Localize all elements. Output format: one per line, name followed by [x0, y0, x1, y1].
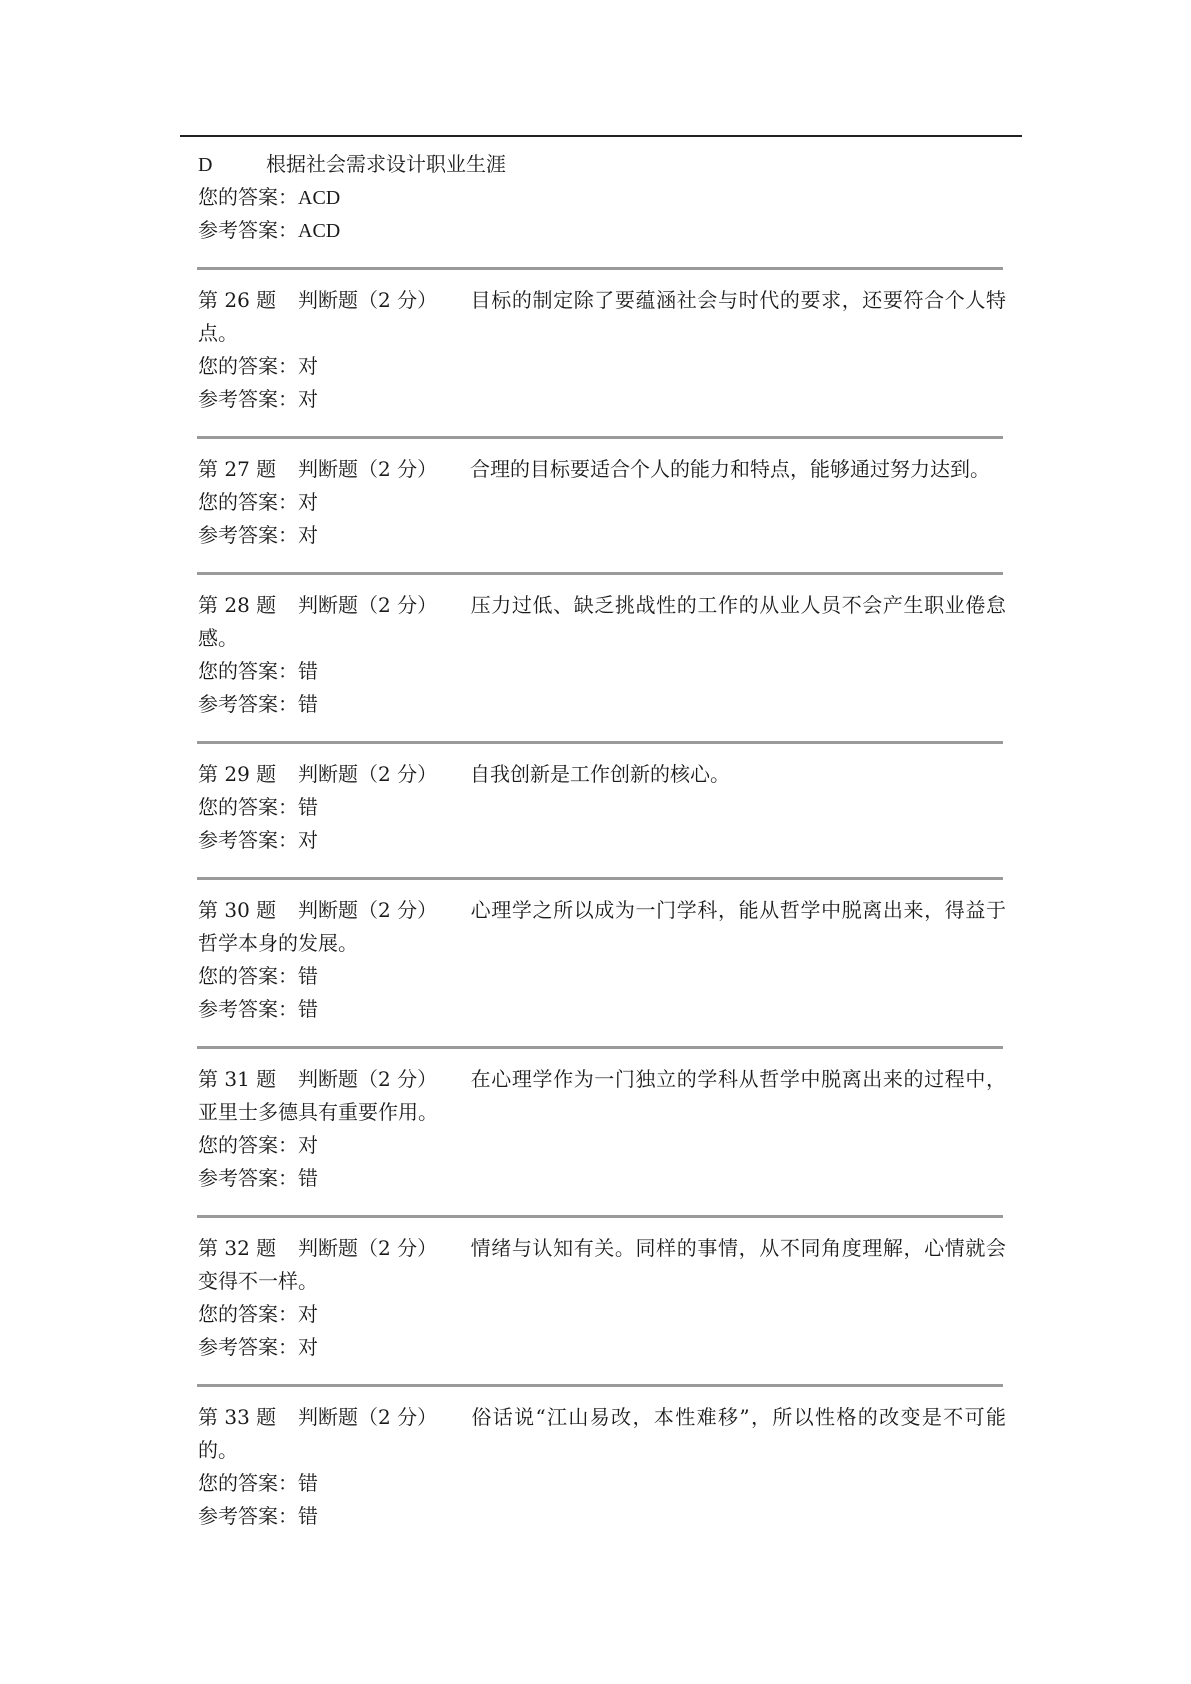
question-31: [198, 1063, 1006, 1195]
reference-answer-line: [198, 1331, 1006, 1364]
your-answer-line: [198, 181, 1006, 214]
question-header: [198, 894, 1006, 960]
your-answer-line: [198, 791, 1006, 824]
your-answer-line: [198, 960, 1006, 993]
reference-answer-value: 对: [298, 828, 318, 852]
question-number: 第 32 题: [198, 1236, 277, 1260]
your-answer-label: 您的答案：: [198, 659, 298, 683]
reference-answer-line: [198, 383, 1006, 416]
your-answer-line: [198, 1467, 1006, 1500]
question-divider: [197, 572, 1003, 575]
your-answer-value: 对: [298, 490, 318, 514]
question-text: 情绪与认知有关。同样的事情，从不同角度理解，心情就会变得不一样。: [198, 1236, 1006, 1293]
reference-answer-value: 错: [298, 997, 318, 1021]
your-answer-label: 您的答案：: [198, 1302, 298, 1326]
your-answer-value: 对: [298, 1302, 318, 1326]
question-27: [198, 453, 1006, 552]
reference-answer-value: 对: [298, 387, 318, 411]
question-28: [198, 589, 1006, 721]
reference-answer-value: ACD: [298, 220, 341, 242]
question-divider: [197, 1384, 1003, 1387]
reference-answer-label: 参考答案：: [198, 828, 298, 852]
question-number: 第 28 题: [198, 593, 277, 617]
reference-answer-line: [198, 519, 1006, 552]
reference-answer-label: 参考答案：: [198, 1504, 298, 1528]
your-answer-value: 错: [298, 964, 318, 988]
question-header: [198, 1063, 1006, 1129]
question-number: 第 33 题: [198, 1405, 277, 1429]
reference-answer-line: [198, 993, 1006, 1026]
reference-answer-label: 参考答案：: [198, 692, 298, 716]
question-text: 合理的目标要适合个人的能力和特点，能够通过努力达到。: [470, 457, 990, 481]
question-type: 判断题（2 分）: [298, 593, 438, 617]
question-divider: [197, 436, 1003, 439]
question-text: 在心理学作为一门独立的学科从哲学中脱离出来的过程中，亚里士多德具有重要作用。: [198, 1067, 1006, 1124]
option-letter: D: [198, 154, 213, 176]
your-answer-value: 对: [298, 354, 318, 378]
question-text: 压力过低、缺乏挑战性的工作的从业人员不会产生职业倦怠感。: [198, 593, 1006, 650]
your-answer-value: ACD: [298, 187, 341, 209]
question-header: [198, 453, 1006, 486]
reference-answer-value: 错: [298, 692, 318, 716]
your-answer-label: 您的答案：: [198, 795, 298, 819]
header-rule: [180, 135, 1022, 137]
question-text: 心理学之所以成为一门学科，能从哲学中脱离出来，得益于哲学本身的发展。: [198, 898, 1006, 955]
document-content: [198, 148, 1006, 1533]
your-answer-line: [198, 350, 1006, 383]
question-type: 判断题（2 分）: [298, 457, 438, 481]
question-number: 第 27 题: [198, 457, 277, 481]
reference-answer-label: 参考答案：: [198, 1166, 298, 1190]
question-header: [198, 284, 1006, 350]
your-answer-label: 您的答案：: [198, 964, 298, 988]
question-text: 自我创新是工作创新的核心。: [470, 762, 730, 786]
reference-answer-label: 参考答案：: [198, 218, 298, 242]
question-divider: [197, 877, 1003, 880]
question-header: [198, 758, 1006, 791]
your-answer-line: [198, 486, 1006, 519]
question-text: 俗话说“江山易改，本性难移”，所以性格的改变是不可能的。: [198, 1405, 1006, 1462]
reference-answer-label: 参考答案：: [198, 997, 298, 1021]
reference-answer-label: 参考答案：: [198, 1335, 298, 1359]
reference-answer-label: 参考答案：: [198, 387, 298, 411]
reference-answer-line: [198, 688, 1006, 721]
question-number: 第 30 题: [198, 898, 277, 922]
your-answer-line: [198, 655, 1006, 688]
your-answer-label: 您的答案：: [198, 490, 298, 514]
question-number: 第 26 题: [198, 288, 277, 312]
question-type: 判断题（2 分）: [298, 1405, 438, 1429]
question-type: 判断题（2 分）: [298, 1067, 438, 1091]
question-type: 判断题（2 分）: [298, 288, 438, 312]
reference-answer-line: [198, 1162, 1006, 1195]
your-answer-label: 您的答案：: [198, 354, 298, 378]
reference-answer-line: [198, 824, 1006, 857]
question-header: [198, 589, 1006, 655]
reference-answer-line: [198, 214, 1006, 247]
reference-answer-value: 错: [298, 1504, 318, 1528]
your-answer-value: 错: [298, 1471, 318, 1495]
reference-answer-label: 参考答案：: [198, 523, 298, 547]
question-29: [198, 758, 1006, 857]
question-type: 判断题（2 分）: [298, 898, 438, 922]
question-text: 目标的制定除了要蕴涵社会与时代的要求，还要符合个人特点。: [198, 288, 1006, 345]
question-header: [198, 1232, 1006, 1298]
question-header: [198, 1401, 1006, 1467]
reference-answer-value: 对: [298, 523, 318, 547]
question-number: 第 31 题: [198, 1067, 277, 1091]
question-divider: [197, 1215, 1003, 1218]
your-answer-label: 您的答案：: [198, 1471, 298, 1495]
your-answer-label: 您的答案：: [198, 185, 298, 209]
question-divider: [197, 741, 1003, 744]
question-26: [198, 284, 1006, 416]
reference-answer-line: [198, 1500, 1006, 1533]
reference-answer-value: 错: [298, 1166, 318, 1190]
question-type: 判断题（2 分）: [298, 762, 438, 786]
your-answer-value: 错: [298, 795, 318, 819]
your-answer-value: 对: [298, 1133, 318, 1157]
your-answer-value: 错: [298, 659, 318, 683]
reference-answer-value: 对: [298, 1335, 318, 1359]
question-33: [198, 1401, 1006, 1533]
your-answer-line: [198, 1129, 1006, 1162]
question-number: 第 29 题: [198, 762, 277, 786]
question-divider: [197, 1046, 1003, 1049]
question-type: 判断题（2 分）: [298, 1236, 438, 1260]
question-32: [198, 1232, 1006, 1364]
question-30: [198, 894, 1006, 1026]
your-answer-label: 您的答案：: [198, 1133, 298, 1157]
option-line: [198, 148, 1006, 181]
option-text: 根据社会需求设计职业生涯: [266, 152, 506, 176]
your-answer-line: [198, 1298, 1006, 1331]
question-divider: [197, 267, 1003, 270]
